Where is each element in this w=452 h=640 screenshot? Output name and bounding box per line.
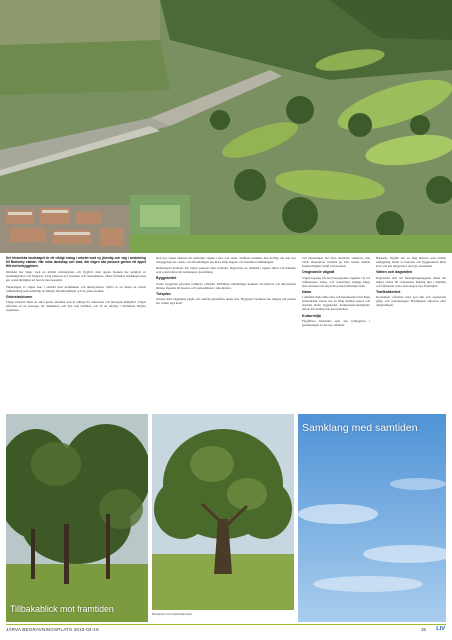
paragraph: Dagvattnet leds till fördröjningsmagasin innan det släpps vidare till recipienten. Rening sker i dammar och våtmarker som också skapar nya livsmiljöer. [376, 275, 446, 288]
liv-logo: LIV [436, 626, 445, 632]
text-column-4 [376, 256, 446, 309]
tillbaka-title: Tillbakablick mot framtiden [10, 604, 114, 614]
paragraph: Längs sträckan finns ett antal gröna områden som är viktiga för rekreation och biologisk mångfald. Vägen utformas så att passager för människor och djur kan behållas, och så att intrång i värdefulla miljöer begränsas. [6, 300, 146, 313]
section-heading: Tidsplan [156, 291, 171, 296]
trees-photo-middle [152, 414, 294, 610]
paragraph: Planeringen av vägen sker i samråd med kommunen och länsstyrelsen. Syftet är att skapa en robust trafiklösning som samtidigt tar hänsyn till kulturmiljön och de gröna stråken. [6, 284, 146, 293]
page-number: 15 [420, 627, 426, 632]
paragraph: I området finns äldre ekar och betesmarker med höga naturvärden. Dessa ska så långt möjligt sparas och skyddas under byggskedet. Kompensationsåtgärder utreds där intrång inte kan undvikas. [302, 295, 370, 312]
paragraph: Flygfältets historiska spår ska synliggöras i gestaltningen av det nya området. [302, 318, 370, 327]
paragraph: Vid planeringen har flera alternativ studerats. Det valda alternativet bedöms ge bäst balans mellan framkomlighet, miljö och kostnad. [302, 256, 370, 269]
section-heading: Natur [302, 289, 312, 294]
paragraph: Den nya vägen ansluter till befintligt vägnät i norr och söder. Trafiken beräknas öka kraftigt när den nya bebyggelsen tas i bruk, och utformningen ska klara både dagens och framtida trafikmängder. [156, 256, 296, 265]
section-heading: Omgivande vägnät [302, 270, 335, 275]
paragraph: Arbetet med vägplanen pågår och samråd genomförs under året. Byggstart beräknas ske tidigast när planen har vunnit laga kraft. [156, 297, 296, 306]
text-column-2 [156, 256, 296, 307]
aerial-photo [0, 0, 452, 253]
trees-photo-left [6, 414, 148, 622]
text-column-3 [302, 256, 370, 329]
article-body [6, 256, 446, 420]
section-heading: Kulturmiljö [302, 313, 321, 318]
sky-photo [298, 414, 446, 622]
photo-caption: Betesmark vid Granholmsbacken [152, 612, 192, 616]
paragraph: Vägen kopplas till det övergripande vägnätet via två trafikplatser. Gång- och cykelvägar anläggs längs hela sträckan och knyts ihop med befintliga stråk. [302, 275, 370, 288]
footer-rule [6, 624, 446, 625]
paragraph: Barkarby flygfält har en lång historia som militär anläggning. Delar av banorna och byggnaderna finns kvar och ska integreras i den nya stadsdelen. [376, 256, 446, 269]
paragraph: Under byggtiden påverkas trafiken i området. Tillfälliga omledningar kommer att behövas och information lämnas löpande till boende och verksamheter i närområdet. [156, 281, 296, 290]
text-column-3-and-4 [302, 256, 446, 416]
paragraph: Bullerskydd planeras där vägen passerar nära bostäder. Dagvatten tas omhand i öppna diken och dammar som också bidrar till landskapets gestaltning. [156, 266, 296, 275]
paragraph: Korsningar utformas med god sikt och separerade gång- och cykelpassager. Hastigheten anpassas efter omgivningen. [376, 295, 446, 308]
footer-document-title: JÄRVA BEGRAVNINGSPLATS 2010-02-19 [6, 627, 99, 632]
samklang-title: Samklang med samtiden [302, 422, 418, 434]
page-footer [0, 622, 452, 640]
section-heading: Byggskedet [156, 276, 177, 281]
text-column-1 [6, 256, 146, 314]
section-heading: Vatten och dagvatten [376, 270, 413, 275]
section-heading: Trafiksäkerhet [376, 289, 401, 294]
lead-paragraph: Det historiska landskapet är ett viktigt inslag i arbetet med ny järnväg och väg i anslutning till Barkarby station. Här möts landskap och stad, där vägen ska passera genom ett öppet fält mot bebyggelsen. [6, 256, 146, 269]
section-heading: Grönstrukturen [6, 294, 33, 299]
paragraph: Området har länge varit en militär övningsplats och flygfält. Den öppna marken har präglats av landningsbanor och hangarer. I dag planeras nya bostäder och verksamheter, vilket förändrar landskapet men ger också möjlighet att bevara dess karaktär. [6, 270, 146, 283]
